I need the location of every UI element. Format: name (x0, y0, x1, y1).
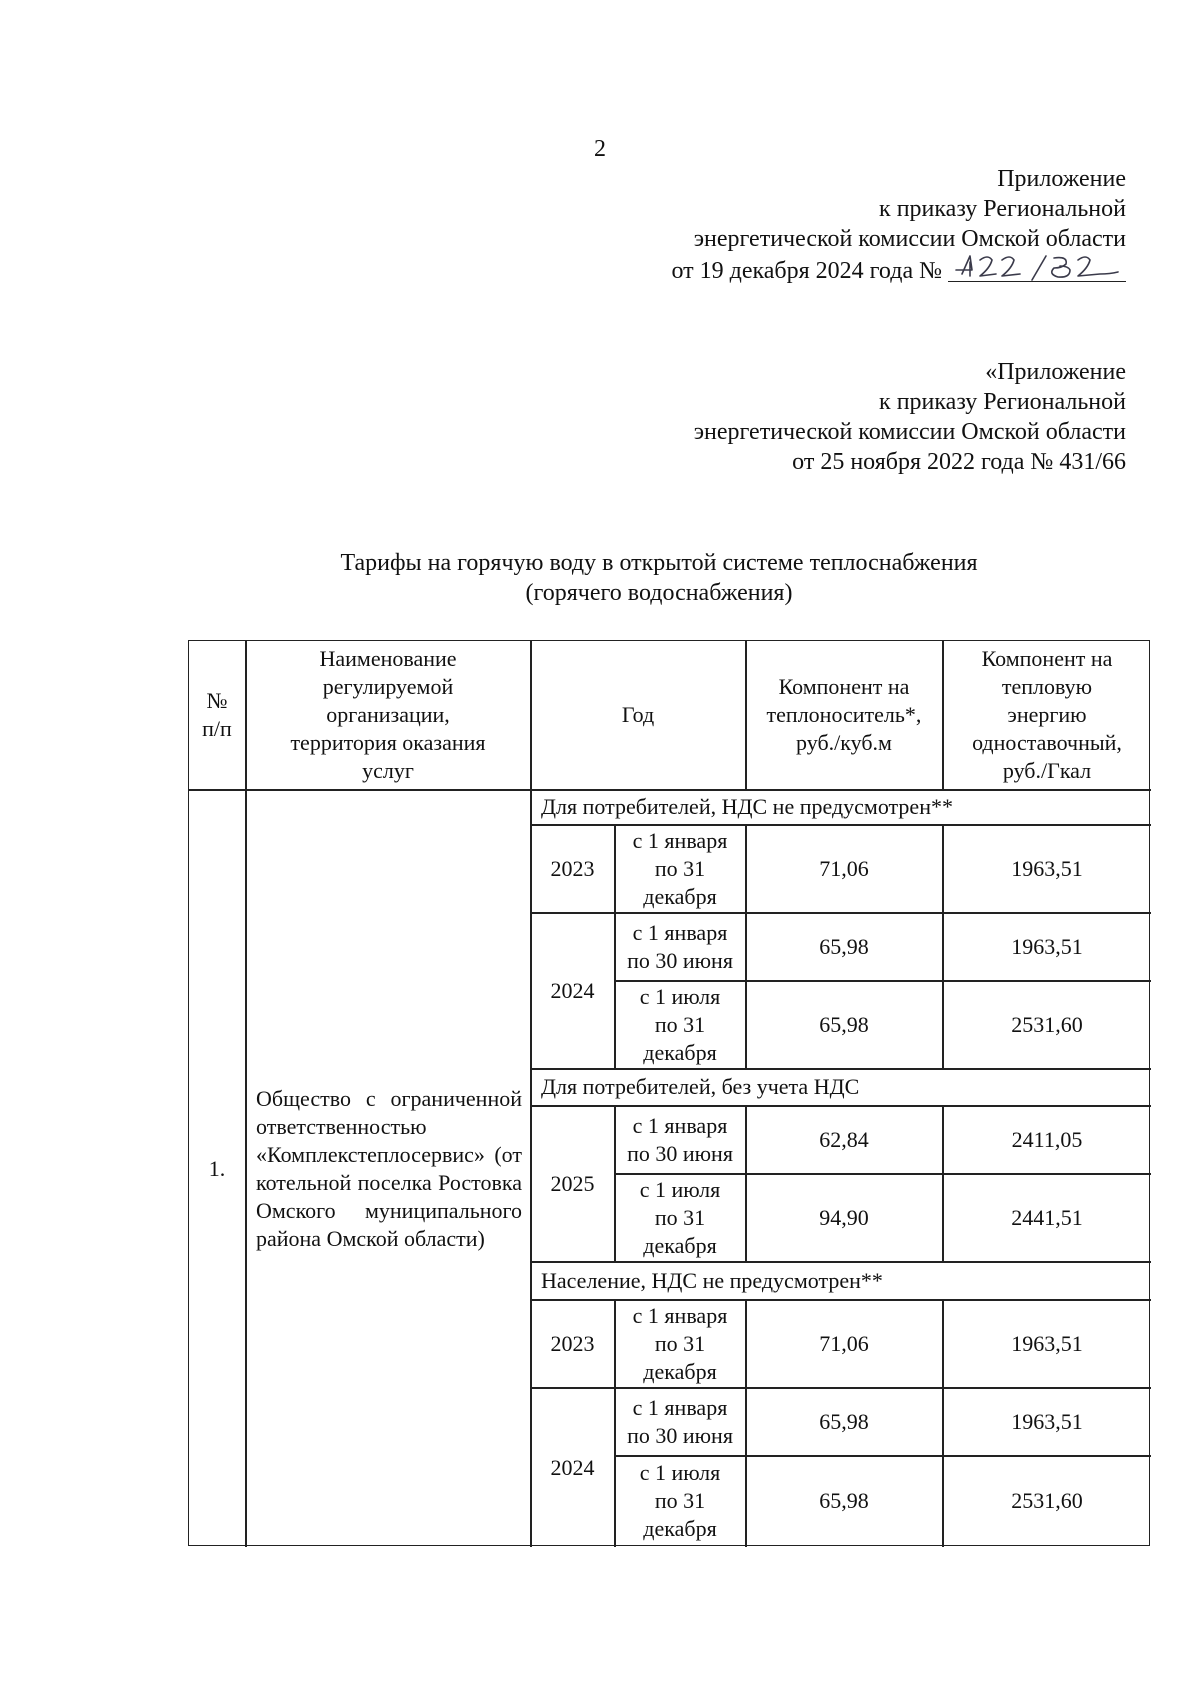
period-text: с 1 января (632, 919, 728, 945)
tariff-table (188, 640, 1150, 1546)
value-text: 65,98 (819, 1011, 869, 1037)
header-line: энергетической комиссии Омской области (693, 226, 1126, 252)
period-text: с 1 января (632, 1112, 728, 1138)
period-cell (615, 913, 745, 980)
header-text: руб./куб.м (796, 730, 892, 755)
period-text: по 31 (654, 1330, 706, 1356)
year-cell (531, 825, 614, 912)
group-label-text: Для потребителей, без учета НДС (541, 1074, 860, 1099)
year-cell (531, 1300, 614, 1387)
header-line: к приказу Региональной (879, 196, 1126, 222)
energy-value (943, 825, 1151, 912)
value-text: 65,98 (819, 1408, 869, 1434)
header-original-order (694, 357, 1126, 477)
handwritten-order-number (948, 254, 1126, 282)
header-line: Приложение (997, 166, 1126, 192)
year-text: 2023 (550, 855, 595, 881)
period-text: по 30 июня (627, 1140, 733, 1166)
energy-value (943, 981, 1151, 1068)
period-cell (615, 1300, 745, 1387)
page-number: 2 (594, 136, 606, 162)
header-number (189, 641, 245, 789)
period-text: с 1 января (632, 827, 728, 853)
period-text: по 31 (654, 855, 706, 881)
energy-value (943, 913, 1151, 980)
header-organization (246, 641, 530, 789)
document-title (0, 548, 1200, 608)
carrier-value (746, 913, 942, 980)
group-label-text: Население, НДС не предусмотрен** (541, 1267, 883, 1293)
period-text: по 31 (654, 1011, 706, 1037)
group-label-text: Для потребителей, НДС не предусмотрен** (541, 794, 953, 819)
carrier-value (746, 1300, 942, 1387)
value-text: 2411,05 (1011, 1126, 1083, 1152)
value-text: 65,98 (819, 933, 869, 959)
header-text: тепловую (1001, 674, 1093, 699)
title-line: (горячего водоснабжения) (525, 580, 793, 606)
header-current-order (671, 164, 1126, 286)
organization-text: Общество с ограниченной ответственностью «Комплекстеплосервис» (от котельной поселка Ростовка Омского муниципального района Омской области) (256, 1085, 522, 1251)
title-line: Тарифы на горячую воду в открытой системе теплоснабжения (340, 550, 978, 576)
carrier-value (746, 1388, 942, 1455)
period-cell (615, 825, 745, 912)
period-text: декабря (643, 1039, 717, 1065)
value-text: 2531,60 (1011, 1487, 1083, 1513)
period-text: по 30 июня (627, 947, 733, 973)
header-text: руб./Гкал (1002, 758, 1092, 783)
period-text: по 31 (654, 1487, 706, 1513)
value-text: 62,84 (819, 1126, 869, 1152)
period-text: декабря (643, 1358, 717, 1384)
row-number (189, 790, 245, 1547)
carrier-value (746, 1174, 942, 1261)
value-text: 1963,51 (1011, 933, 1083, 959)
header-line: «Приложение (985, 359, 1126, 385)
header-text: территория оказания (290, 730, 486, 755)
carrier-value (746, 1456, 942, 1545)
header-line: от 25 ноября 2022 года № 431/66 (792, 449, 1126, 475)
header-energy-component (943, 641, 1151, 789)
period-text: с 1 января (632, 1394, 728, 1420)
energy-value (943, 1174, 1151, 1261)
carrier-value (746, 1106, 942, 1173)
header-text: № (206, 688, 228, 713)
organization-name (246, 790, 530, 1547)
header-date-line (671, 254, 1126, 286)
header-text: энергию (1007, 702, 1087, 727)
value-text: 71,06 (819, 855, 869, 881)
period-cell (615, 981, 745, 1068)
energy-value (943, 1388, 1151, 1455)
period-text: декабря (643, 1232, 717, 1258)
year-text: 2024 (550, 977, 595, 1003)
group-label (531, 1069, 1151, 1105)
header-text: регулируемой (322, 674, 454, 699)
value-text: 71,06 (819, 1330, 869, 1356)
year-text: 2023 (550, 1330, 595, 1356)
year-cell (531, 913, 614, 1068)
header-line: к приказу Региональной (879, 389, 1126, 415)
period-text: с 1 января (632, 1302, 728, 1328)
group-label (531, 790, 1151, 824)
header-line: энергетической комиссии Омской области (693, 419, 1126, 445)
value-text: 94,90 (819, 1204, 869, 1230)
header-text: Компонент на (778, 674, 910, 699)
period-text: с 1 июля (639, 1459, 721, 1485)
value-text: 2441,51 (1011, 1204, 1083, 1230)
header-text: услуг (362, 758, 414, 783)
period-cell (615, 1388, 745, 1455)
row-number-text: 1. (208, 1155, 226, 1181)
handwritten-number-drawing (950, 252, 1124, 282)
period-cell (615, 1456, 745, 1545)
energy-value (943, 1106, 1151, 1173)
header-year (531, 641, 745, 789)
year-text: 2025 (550, 1170, 595, 1196)
year-cell (531, 1388, 614, 1547)
header-text: Год (621, 702, 655, 727)
value-text: 2531,60 (1011, 1011, 1083, 1037)
energy-value (943, 1456, 1151, 1545)
value-text: 1963,51 (1011, 855, 1083, 881)
header-text: Наименование (319, 646, 457, 671)
header-text: организации, (326, 702, 450, 727)
value-text: 65,98 (819, 1487, 869, 1513)
header-text: п/п (202, 716, 232, 741)
period-text: с 1 июля (639, 1176, 721, 1202)
period-text: декабря (643, 1515, 717, 1541)
energy-value (943, 1300, 1151, 1387)
period-text: декабря (643, 883, 717, 909)
period-text: с 1 июля (639, 983, 721, 1009)
value-text: 1963,51 (1011, 1408, 1083, 1434)
group-label (531, 1262, 1151, 1299)
period-cell (615, 1174, 745, 1261)
header-text: одноставочный, (972, 730, 1122, 755)
year-text: 2024 (550, 1454, 595, 1480)
period-text: по 30 июня (627, 1422, 733, 1448)
carrier-value (746, 825, 942, 912)
header-carrier-component (746, 641, 942, 789)
value-text: 1963,51 (1011, 1330, 1083, 1356)
period-text: по 31 (654, 1204, 706, 1230)
period-cell (615, 1106, 745, 1173)
header-text: Компонент на (981, 646, 1113, 671)
header-text: теплоноситель*, (766, 702, 922, 727)
carrier-value (746, 981, 942, 1068)
header-date-text: от 19 декабря 2024 года № (671, 258, 942, 284)
year-cell (531, 1106, 614, 1261)
